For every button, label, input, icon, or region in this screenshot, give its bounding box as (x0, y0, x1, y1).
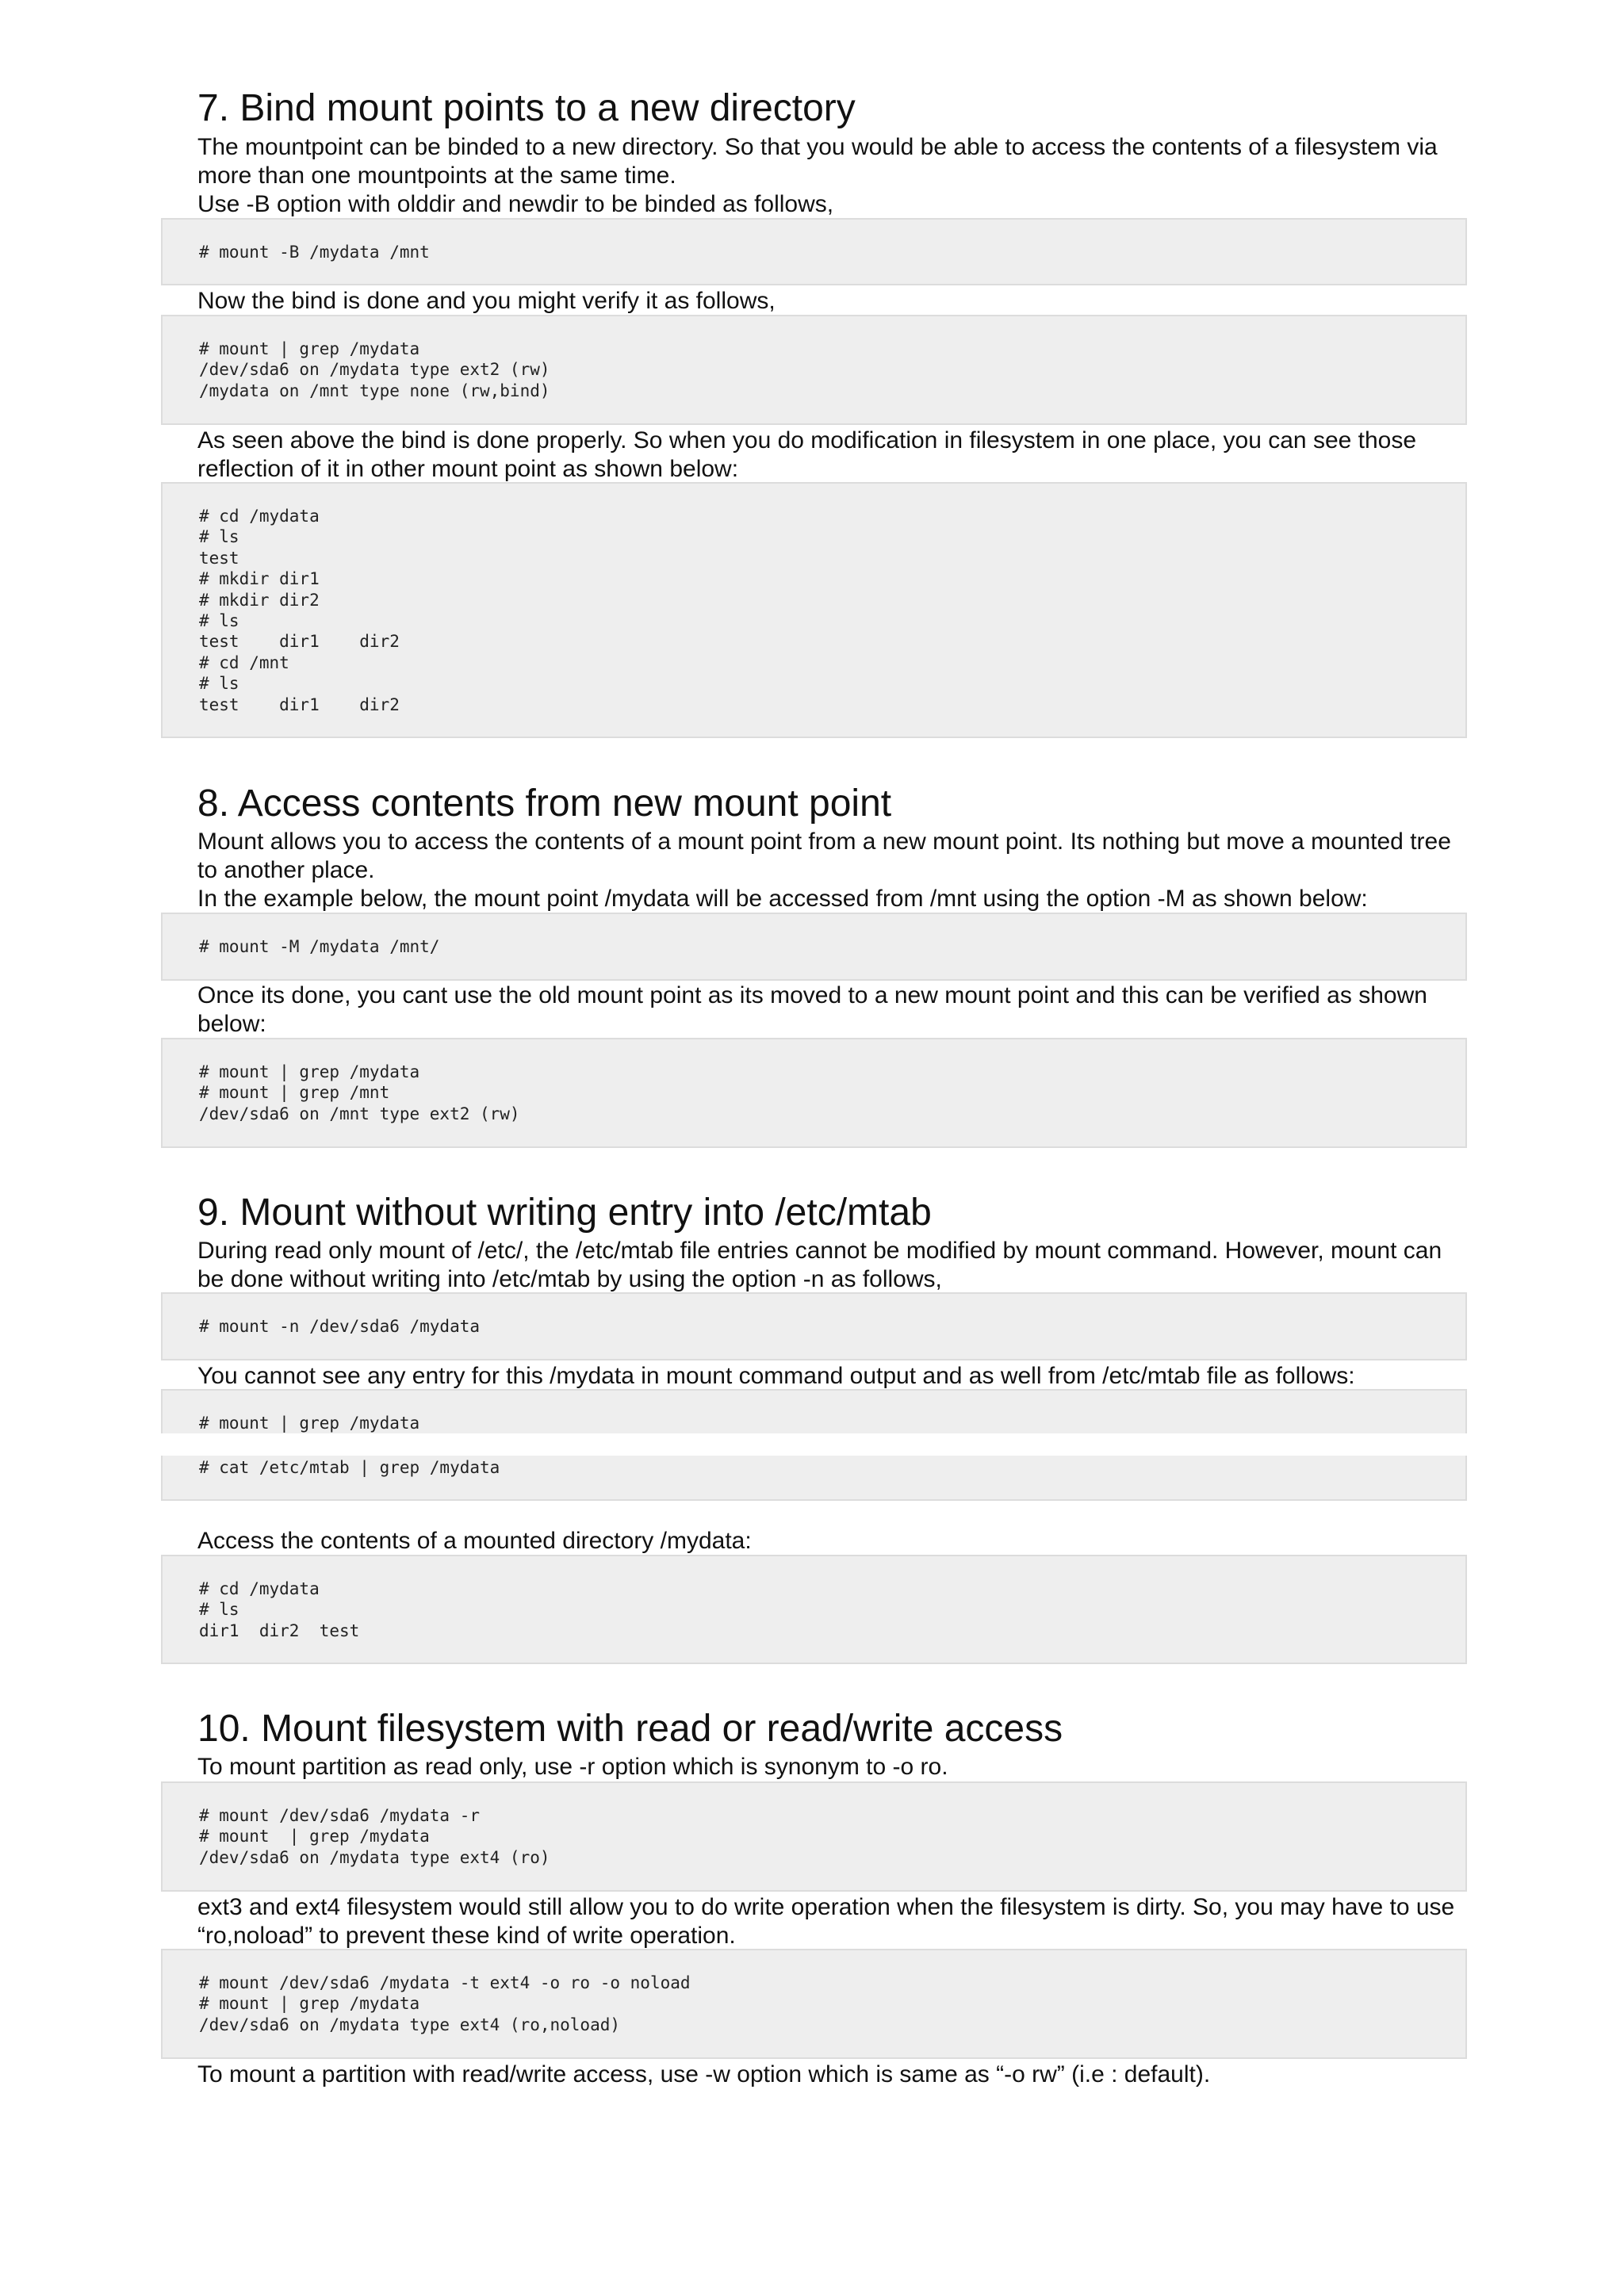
code-block-noload-mount: # mount /dev/sda6 /mydata -t ext4 -o ro -o noload # mount | grep /mydata /dev/sda6 on /mydata type ext4 (ro,noload) (161, 1949, 1467, 2059)
section-8-example-line: In the example below, the mount point /mydata will be accessed from /mnt using the option -M as shown below: (197, 886, 1368, 912)
section-7-verify-text: Now the bind is done and you might verify it as follows, (197, 288, 776, 314)
section-9-no-entry-text: You cannot see any entry for this /mydata in mount command output and as well from /etc/mtab file as follows: (197, 1363, 1355, 1389)
code-block-bind-demo: # cd /mydata # ls test # mkdir dir1 # mkdir dir2 # ls test dir1 dir2 # cd /mnt # ls test dir1 dir2 (161, 482, 1467, 738)
code-block-no-mtab-command: # mount -n /dev/sda6 /mydata (161, 1292, 1467, 1360)
code-block-bind-command: # mount -B /mydata /mnt (161, 218, 1467, 285)
code-block-bind-verify: # mount | grep /mydata /dev/sda6 on /mydata type ext2 (rw) /mydata on /mnt type none (rw,bind) (161, 315, 1467, 425)
section-9-title: 9. Mount without writing entry into /etc/mtab (197, 1192, 932, 1234)
section-7-reflection-text: As seen above the bind is done properly. So when you do modification in filesystem in one place, you can see those reflection of it in other mount point as shown below: (197, 427, 1417, 482)
section-10-readwrite-text: To mount a partition with read/write access, use -w option which is same as “-o rw” (i.e : default). (197, 2061, 1211, 2087)
code-block-move-command: # mount -M /mydata /mnt/ (161, 913, 1467, 981)
section-7-intro-option-line: Use -B option with olddir and newdir to be binded as follows, (197, 191, 834, 217)
section-7-title: 7. Bind mount points to a new directory (197, 87, 856, 129)
section-10-noload-text: ext3 and ext4 filesystem would still allow you to do write operation when the filesystem is dirty. So, you may have to use “ro,noload” to prevent these kind of write operation. (197, 1894, 1455, 1949)
section-8-intro-paragraph: Mount allows you to access the contents of a mount point from a new mount point. Its nothing but move a mounted tree to another place. (197, 828, 1451, 883)
code-block-mtab-grep: # cat /etc/mtab | grep /mydata (161, 1456, 1467, 1501)
section-7-intro-paragraph: The mountpoint can be binded to a new directory. So that you would be able to access the contents of a filesystem via more than one mountpoints at the same time. (197, 134, 1438, 189)
section-10-title: 10. Mount filesystem with read or read/write access (197, 1708, 1063, 1750)
code-block-access-contents: # cd /mydata # ls dir1 dir2 test (161, 1555, 1467, 1664)
code-block-readonly-mount: # mount /dev/sda6 /mydata -r # mount | grep /mydata /dev/sda6 on /mydata type ext4 (ro) (161, 1781, 1467, 1892)
section-9-intro-paragraph: During read only mount of /etc/, the /etc/mtab file entries cannot be modified by mount command. However, mount can be done without writing into /etc/mtab by using the option -n as follows, (197, 1238, 1442, 1292)
section-8-verify-text: Once its done, you cant use the old mount point as its moved to a new mount point and this can be verified as shown below: (197, 982, 1427, 1037)
code-block-mount-grep: # mount | grep /mydata (161, 1389, 1467, 1433)
section-8-title: 8. Access contents from new mount point (197, 783, 892, 825)
section-9-access-text: Access the contents of a mounted directory /mydata: (197, 1528, 752, 1554)
code-block-move-verify: # mount | grep /mydata # mount | grep /mnt /dev/sda6 on /mnt type ext2 (rw) (161, 1038, 1467, 1148)
section-10-intro-text: To mount partition as read only, use -r option which is synonym to -o ro. (197, 1754, 948, 1780)
